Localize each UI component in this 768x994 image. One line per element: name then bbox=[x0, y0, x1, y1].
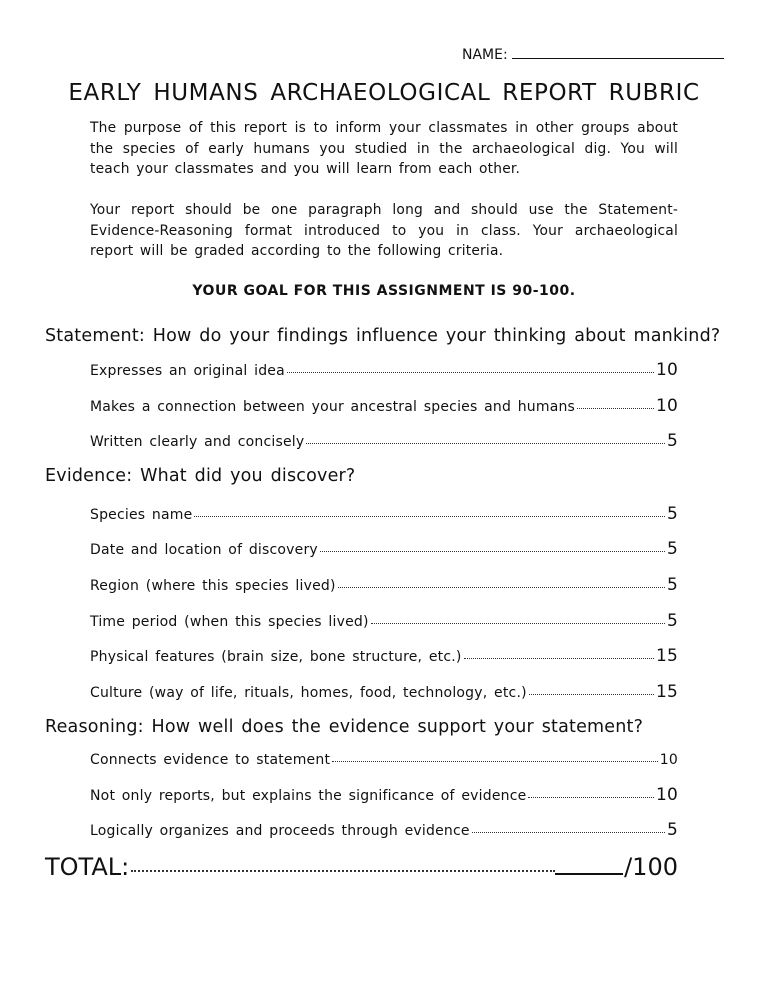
rubric-row bbox=[90, 611, 678, 631]
dot-leader bbox=[287, 371, 654, 373]
criterion-points: 5 bbox=[666, 575, 678, 595]
dot-leader bbox=[472, 831, 665, 833]
rubric-row bbox=[90, 682, 678, 702]
document-title: EARLY HUMANS ARCHAEOLOGICAL REPORT RUBRIC bbox=[68, 80, 700, 106]
criterion-label: Culture (way of life, rituals, homes, food, technology, etc.) bbox=[90, 685, 527, 701]
rubric-row bbox=[90, 575, 678, 595]
dot-leader bbox=[529, 693, 654, 695]
total-score-blank[interactable] bbox=[555, 872, 623, 875]
dot-leader bbox=[464, 657, 654, 659]
criterion-points: 15 bbox=[655, 682, 678, 702]
criterion-label: Makes a connection between your ancestral species and humans bbox=[90, 399, 576, 415]
name-label: NAME: bbox=[462, 47, 508, 63]
criterion-points: 10 bbox=[655, 360, 678, 380]
rubric-row bbox=[90, 785, 678, 805]
criterion-label: Date and location of discovery bbox=[90, 542, 318, 558]
name-field[interactable] bbox=[462, 44, 724, 63]
section-heading-statement: Statement: How do your findings influence your thinking about mankind? bbox=[45, 326, 721, 346]
dot-leader bbox=[332, 760, 658, 762]
criterion-label: Species name bbox=[90, 507, 193, 523]
total-row bbox=[45, 853, 678, 881]
rubric-row bbox=[90, 431, 678, 451]
dot-leader bbox=[338, 586, 665, 588]
dot-leader bbox=[194, 515, 665, 517]
criterion-label: Time period (when this species lived) bbox=[90, 614, 369, 630]
criterion-label: Region (where this species lived) bbox=[90, 578, 336, 594]
criterion-label: Expresses an original idea bbox=[90, 363, 285, 379]
rubric-row bbox=[90, 396, 678, 416]
criterion-points: 10 bbox=[655, 785, 678, 805]
rubric-row bbox=[90, 820, 678, 840]
criterion-label: Not only reports, but explains the significance of evidence bbox=[90, 788, 527, 804]
total-out-of: /100 bbox=[624, 853, 678, 881]
criterion-points: 5 bbox=[666, 504, 678, 524]
section-heading-evidence: Evidence: What did you discover? bbox=[45, 466, 356, 486]
criterion-points: 10 bbox=[655, 396, 678, 416]
rubric-row bbox=[90, 646, 678, 666]
name-blank-line[interactable] bbox=[512, 44, 724, 59]
criterion-label: Written clearly and concisely bbox=[90, 434, 305, 450]
criterion-points: 5 bbox=[666, 611, 678, 631]
rubric-row bbox=[90, 360, 678, 380]
total-label: TOTAL: bbox=[45, 853, 130, 881]
dot-leader bbox=[528, 796, 654, 798]
intro-paragraph-2: Your report should be one paragraph long and should use the Statement-Evidence-Reasoning format introduced to you in class. Your archaeological report will be graded according to the following criteria. bbox=[90, 202, 678, 259]
rubric-row bbox=[90, 504, 678, 524]
section-heading-reasoning: Reasoning: How well does the evidence support your statement? bbox=[45, 717, 644, 737]
criterion-label: Physical features (brain size, bone structure, etc.) bbox=[90, 649, 462, 665]
criterion-points: 5 bbox=[666, 431, 678, 451]
criterion-points: 15 bbox=[655, 646, 678, 666]
intro-paragraph-1: The purpose of this report is to inform your classmates in other groups about the species of early humans you studied in the archaeological dig. You will teach your classmates and you will learn from each other. bbox=[90, 120, 678, 177]
goal-statement: YOUR GOAL FOR THIS ASSIGNMENT IS 90-100. bbox=[192, 283, 576, 299]
criterion-points: 10 bbox=[659, 752, 678, 768]
dot-leader bbox=[577, 407, 654, 409]
dot-leader bbox=[131, 869, 555, 872]
criterion-label: Connects evidence to statement bbox=[90, 752, 331, 768]
rubric-row bbox=[90, 752, 678, 768]
rubric-row bbox=[90, 539, 678, 559]
criterion-points: 5 bbox=[666, 539, 678, 559]
dot-leader bbox=[371, 622, 665, 624]
criterion-points: 5 bbox=[666, 820, 678, 840]
dot-leader bbox=[306, 442, 665, 444]
dot-leader bbox=[320, 550, 665, 552]
criterion-label: Logically organizes and proceeds through evidence bbox=[90, 823, 470, 839]
